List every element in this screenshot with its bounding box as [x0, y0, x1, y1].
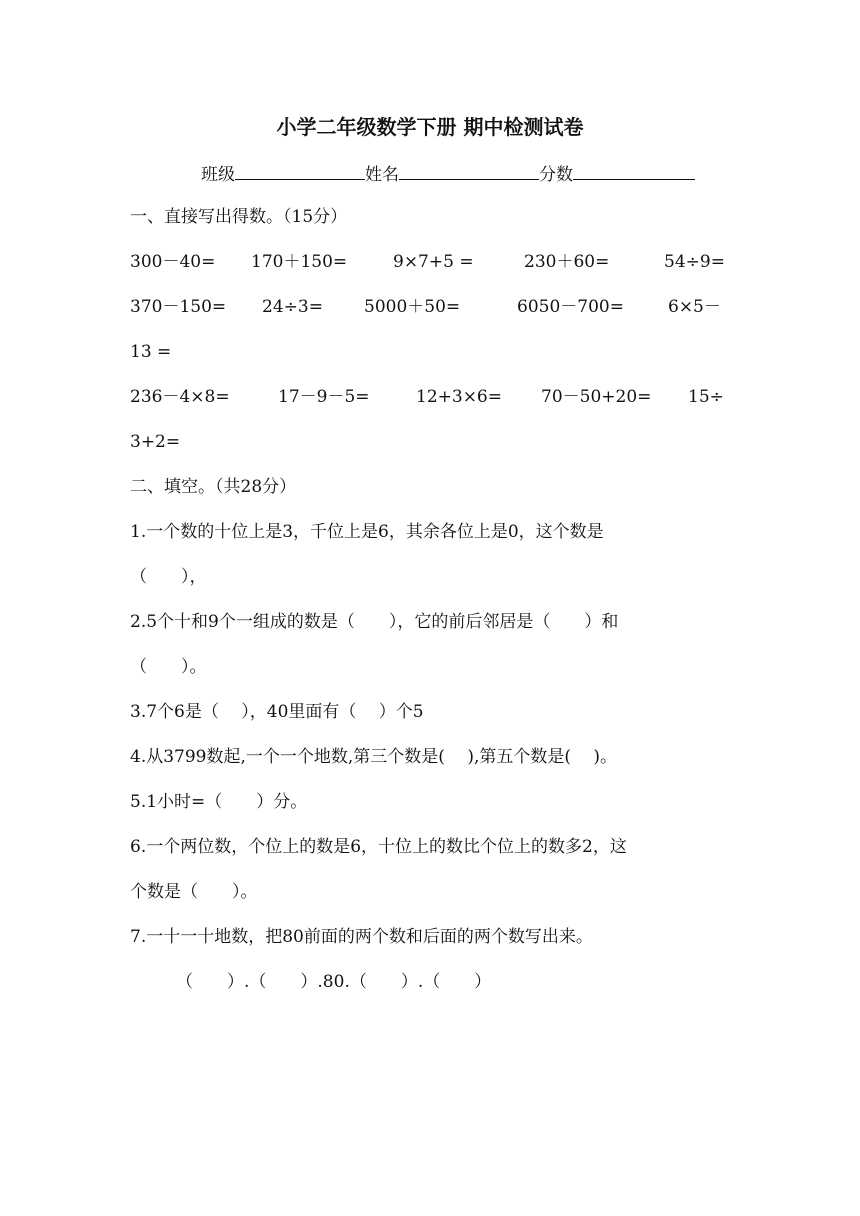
- problem-wrap: 13 =: [130, 342, 172, 362]
- question-4: 4.从3799数起,一个一个地数,第三个数是( ),第五个数是( )。: [130, 747, 618, 767]
- student-info-line: [201, 161, 695, 186]
- question-6: 6.一个两位数，个位上的数是6，十位上的数比个位上的数多2，这: [130, 837, 627, 857]
- section2-heading: 二、填空。（共28分）: [130, 477, 297, 497]
- problem: 24÷3=: [262, 297, 323, 317]
- question-7: 7.一十一十地数，把80前面的两个数和后面的两个数写出来。: [130, 927, 593, 947]
- name-blank[interactable]: [399, 161, 539, 180]
- problem-wrap: 3+2=: [130, 432, 181, 452]
- problem: 12+3×6=: [416, 387, 502, 407]
- name-label: 姓名: [365, 165, 399, 185]
- page-title: 小学二年级数学下册 期中检测试卷: [276, 115, 584, 139]
- problem: 6050－700=: [517, 297, 624, 317]
- problem: 230＋60=: [524, 252, 610, 272]
- question-7-answer-line: （ ）.（ ）.80.（ ）.（ ）: [176, 972, 492, 992]
- problem: 170＋150=: [251, 252, 348, 272]
- problem: 6×5－: [668, 297, 721, 317]
- problem: 17－9－5=: [278, 387, 370, 407]
- question-1: 1.一个数的十位上是3，千位上是6，其余各位上是0，这个数是: [130, 522, 604, 542]
- problem: 236－4×8=: [130, 387, 230, 407]
- question-1-wrap: （ ），: [130, 567, 207, 587]
- question-6-wrap: 个数是（ ）。: [130, 882, 258, 902]
- question-2: 2.5个十和9个一组成的数是（ ），它的前后邻居是（ ）和: [130, 612, 619, 632]
- problem: 5000＋50=: [364, 297, 461, 317]
- question-2-wrap: （ ）。: [130, 657, 207, 677]
- class-label: 班级: [201, 165, 235, 185]
- score-label: 分数: [539, 165, 573, 185]
- problem: 300－40=: [130, 252, 216, 272]
- section1-heading: 一、直接写出得数。（15分）: [130, 207, 348, 227]
- score-blank[interactable]: [573, 161, 695, 180]
- class-blank[interactable]: [235, 161, 365, 180]
- question-3: 3.7个6是（ ），40里面有（ ）个5: [130, 702, 424, 722]
- problem: 9×7+5 =: [393, 252, 474, 272]
- problem: 370－150=: [130, 297, 227, 317]
- question-5: 5.1小时=（ ）分。: [130, 792, 308, 812]
- problem: 70－50+20=: [541, 387, 652, 407]
- problem: 15÷: [688, 387, 724, 407]
- problem: 54÷9=: [664, 252, 725, 272]
